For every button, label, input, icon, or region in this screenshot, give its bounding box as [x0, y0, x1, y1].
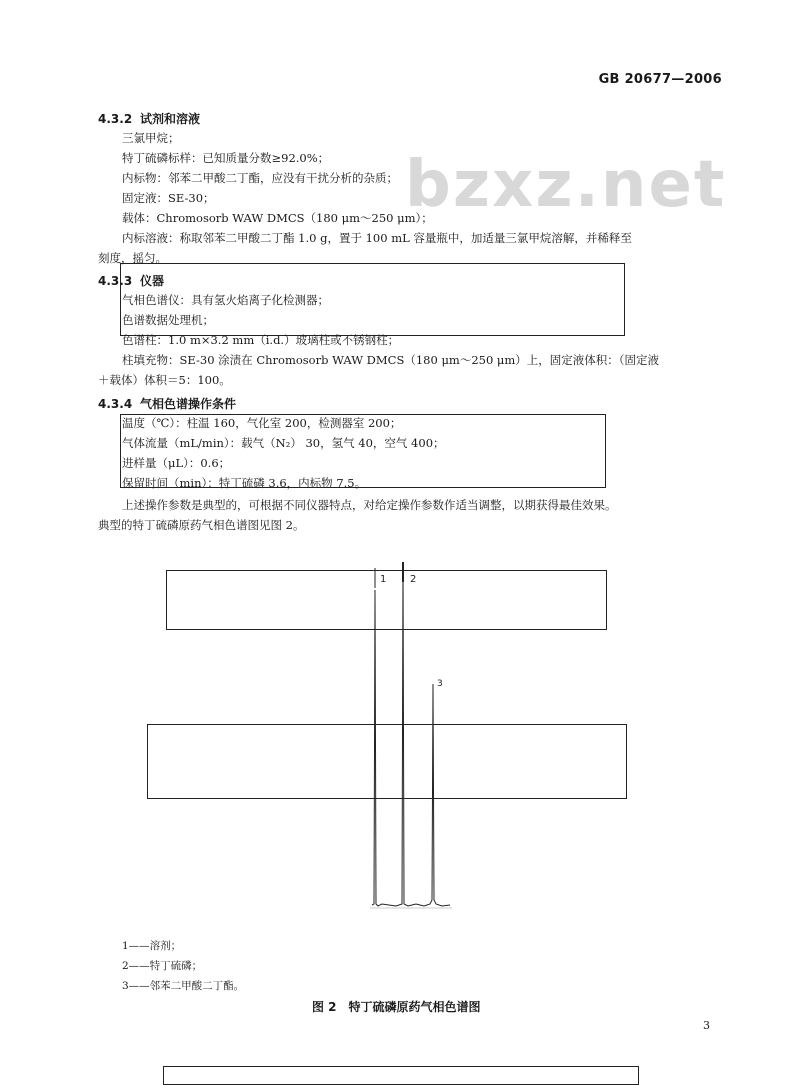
section-434-heading [98, 395, 236, 412]
text-line: 气相色谱仪：具有氢火焰离子化检测器； [122, 293, 329, 307]
text-line: 载体：Chromosorb WAW DMCS（180 μm～250 μm）； [122, 211, 433, 225]
text-line: 保留时间（min）：特丁硫磷 3.6，内标物 7.5。 [122, 476, 367, 490]
text-paragraph: 上述操作参数是典型的，可根据不同仪器特点，对给定操作参数作适当调整，以期获得最佳效果。 [122, 498, 617, 512]
text-paragraph: 典型的特丁硫磷原药气相色谱图见图 2。 [98, 518, 305, 532]
section-number: 4.3.4 [98, 397, 133, 411]
text-line: 特丁硫磷标样：已知质量分数≥92.0%； [122, 151, 330, 165]
text-line: 进样量（μL）：0.6； [122, 456, 231, 470]
text-line: 气体流量（mL/min）：载气（N₂） 30，氢气 40，空气 400； [122, 436, 445, 450]
section-number: 4.3.3 [98, 274, 133, 288]
section-432-heading [98, 110, 200, 127]
text-line: 色谱数据处理机； [122, 313, 214, 327]
text-line: 内标物：邻苯二甲酸二丁酯，应没有干扰分析的杂质； [122, 171, 398, 185]
standard-code: GB 20677—2006 [598, 72, 722, 87]
section-number: 4.3.2 [98, 112, 133, 126]
annotation-box [163, 1066, 639, 1085]
text-line: 柱填充物：SE-30 涂渍在 Chromosorb WAW DMCS（180 μm～250 μm）上，固定液体积：（固定液 [122, 353, 660, 367]
annotation-box [120, 414, 606, 488]
peak-label-3: 3 [437, 679, 443, 689]
annotation-box [120, 263, 625, 336]
legend-item: 1——溶剂； [122, 940, 182, 952]
text-line: 温度（℃）：柱温 160，气化室 200，检测器室 200； [122, 416, 402, 430]
legend-item: 3——邻苯二甲酸二丁酯。 [122, 980, 245, 992]
text-line: 色谱柱：1.0 m×3.2 mm（i.d.）玻璃柱或不锈钢柱； [122, 333, 400, 347]
section-title: 试剂和溶液 [140, 112, 201, 126]
text-line: 内标溶液：称取邻苯二甲酸二丁酯 1.0 g，置于 100 mL 容量瓶中，加适量三氯甲烷溶解，并稀释至 [122, 231, 632, 245]
text-line: 固定液：SE-30； [122, 191, 215, 205]
section-title: 气相色谱操作条件 [140, 397, 237, 411]
chromatogram [360, 560, 460, 920]
peak-label-2: 2 [410, 574, 417, 585]
page-number: 3 [703, 1019, 710, 1032]
figure-caption: 图 2 特丁硫磷原药气相色谱图 [312, 1000, 481, 1014]
text-line: 三氯甲烷； [122, 131, 180, 145]
legend-item: 2——特丁硫磷； [122, 960, 203, 972]
text-line: 刻度，摇匀。 [98, 251, 167, 265]
section-title: 仪器 [140, 274, 165, 288]
chromatogram-trace [372, 564, 450, 906]
watermark: bzxz.net [405, 148, 727, 222]
text-line: ＋载体）体积＝5：100。 [98, 373, 231, 387]
peak-label-1: 1 [380, 574, 387, 585]
